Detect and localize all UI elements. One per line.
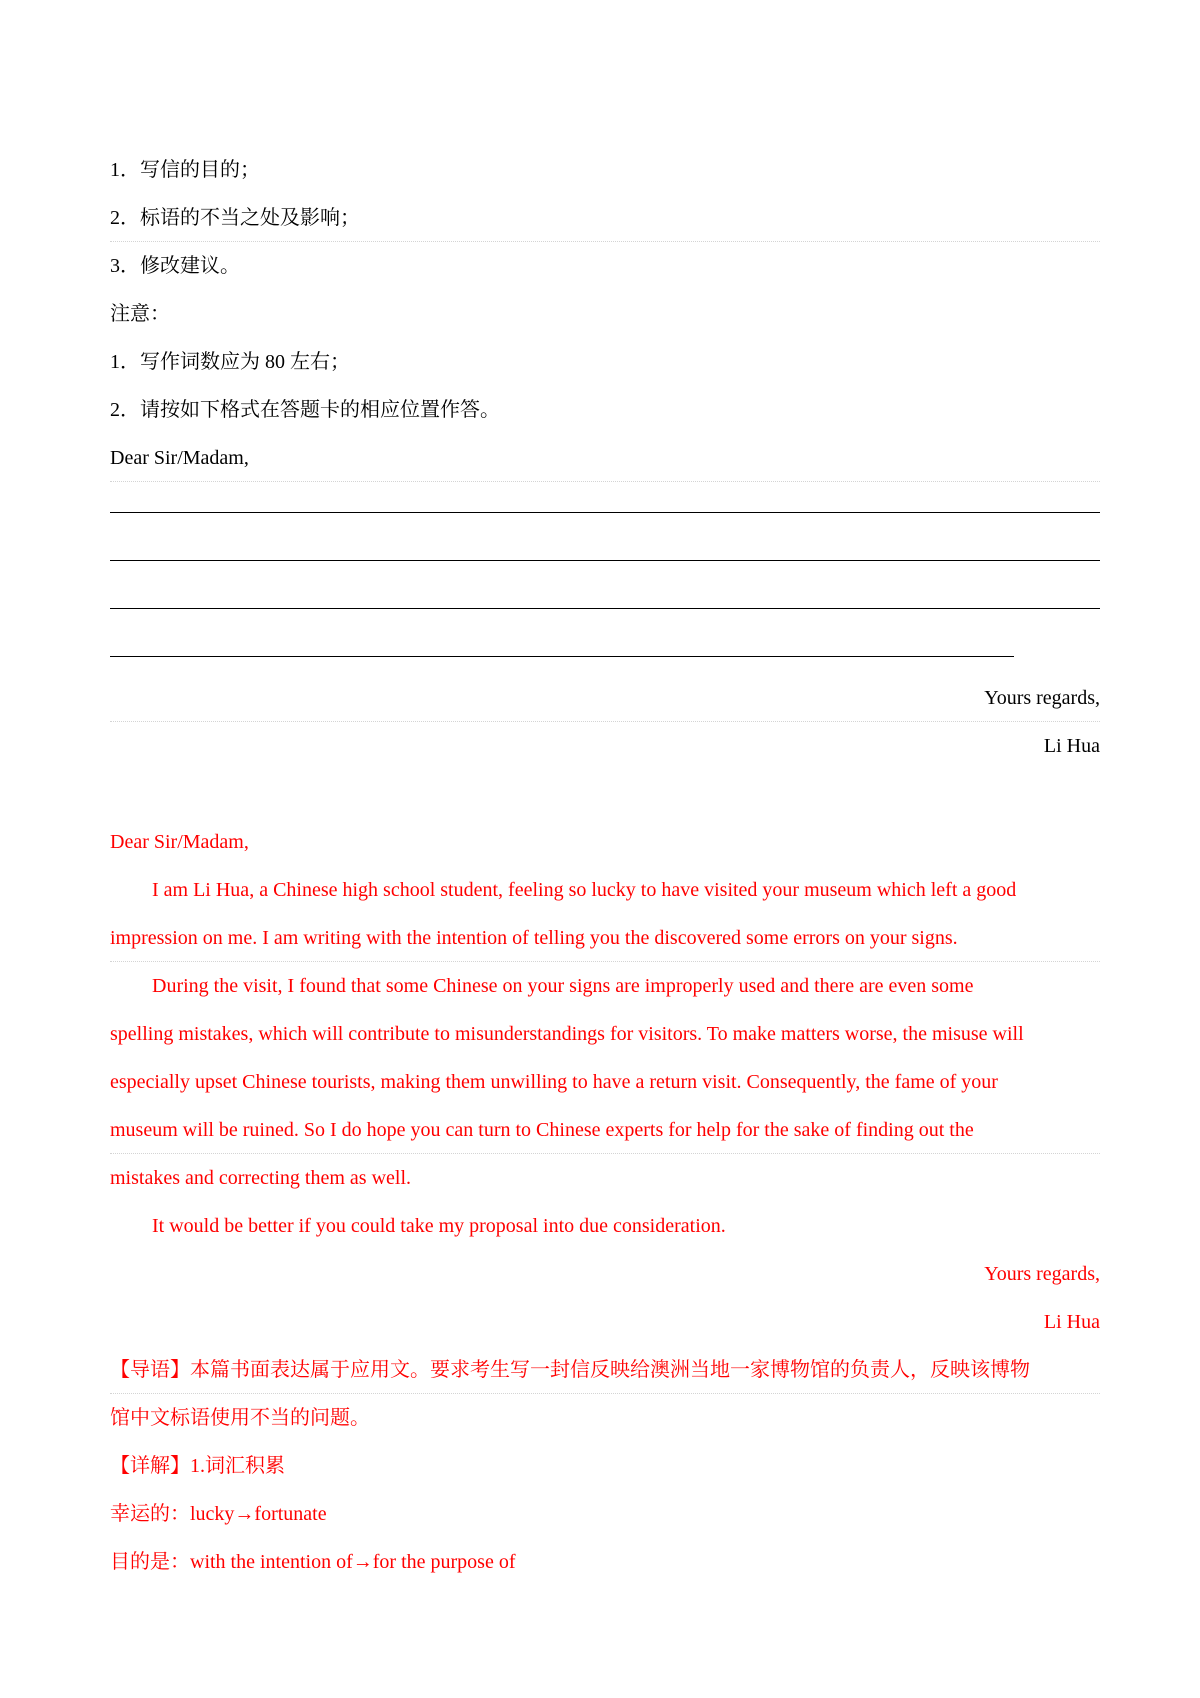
requirement-item-1: 1．写信的目的； — [110, 159, 260, 181]
template-signature: Li Hua — [1043, 735, 1100, 757]
writing-blank-line[interactable] — [110, 512, 1100, 513]
template-salutation: Dear Sir/Madam, — [110, 447, 249, 469]
guide-text-continued: 馆中文标语使用不当的问题。 — [110, 1407, 370, 1429]
answer-line: especially upset Chinese tourists, making them unwilling to have a return visit. Consequently, the fame of your — [110, 1071, 998, 1093]
answer-line: I am Li Hua, a Chinese high school student, feeling so lucky to have visited your museum which left a good — [152, 879, 1017, 901]
writing-blank-line[interactable] — [110, 656, 1014, 657]
requirement-item-3: 3．修改建议。 — [110, 255, 240, 277]
answer-signature: Li Hua — [1043, 1311, 1100, 1333]
requirement-item-2: 2．标语的不当之处及影响； — [110, 207, 360, 229]
dotted-rule — [110, 481, 1100, 482]
dotted-rule — [110, 721, 1100, 722]
detail-heading: 【详解】1.词汇积累 — [110, 1455, 285, 1477]
answer-line: It would be better if you could take my proposal into due consideration. — [152, 1215, 726, 1237]
template-closing: Yours regards, — [984, 687, 1100, 709]
guide-text: 【导语】本篇书面表达属于应用文。要求考生写一封信反映给澳洲当地一家博物馆的负责人，反映该博物 — [110, 1359, 1030, 1381]
dotted-rule — [110, 1153, 1100, 1154]
writing-blank-line[interactable] — [110, 608, 1100, 609]
dotted-rule — [110, 241, 1100, 242]
note-item-1: 1．写作词数应为 80 左右； — [110, 351, 350, 373]
answer-salutation: Dear Sir/Madam, — [110, 831, 249, 853]
answer-line: museum will be ruined. So I do hope you can turn to Chinese experts for help for the sake of finding out the — [110, 1119, 974, 1141]
answer-line: mistakes and correcting them as well. — [110, 1167, 412, 1189]
answer-line: During the visit, I found that some Chinese on your signs are improperly used and there are even some — [152, 975, 974, 997]
vocabulary-item: 幸运的：lucky→fortunate — [110, 1503, 327, 1525]
writing-blank-line[interactable] — [110, 560, 1100, 561]
note-item-2: 2．请按如下格式在答题卡的相应位置作答。 — [110, 399, 500, 421]
vocabulary-item: 目的是：with the intention of→for the purpose of — [110, 1551, 516, 1573]
answer-closing: Yours regards, — [984, 1263, 1100, 1285]
answer-line: spelling mistakes, which will contribute to misunderstandings for visitors. To make matters worse, the misuse will — [110, 1023, 1024, 1045]
answer-line: impression on me. I am writing with the intention of telling you the discovered some errors on your signs. — [110, 927, 958, 949]
dotted-rule — [110, 961, 1100, 962]
notes-title: 注意： — [110, 303, 170, 325]
dotted-rule — [110, 1393, 1100, 1394]
